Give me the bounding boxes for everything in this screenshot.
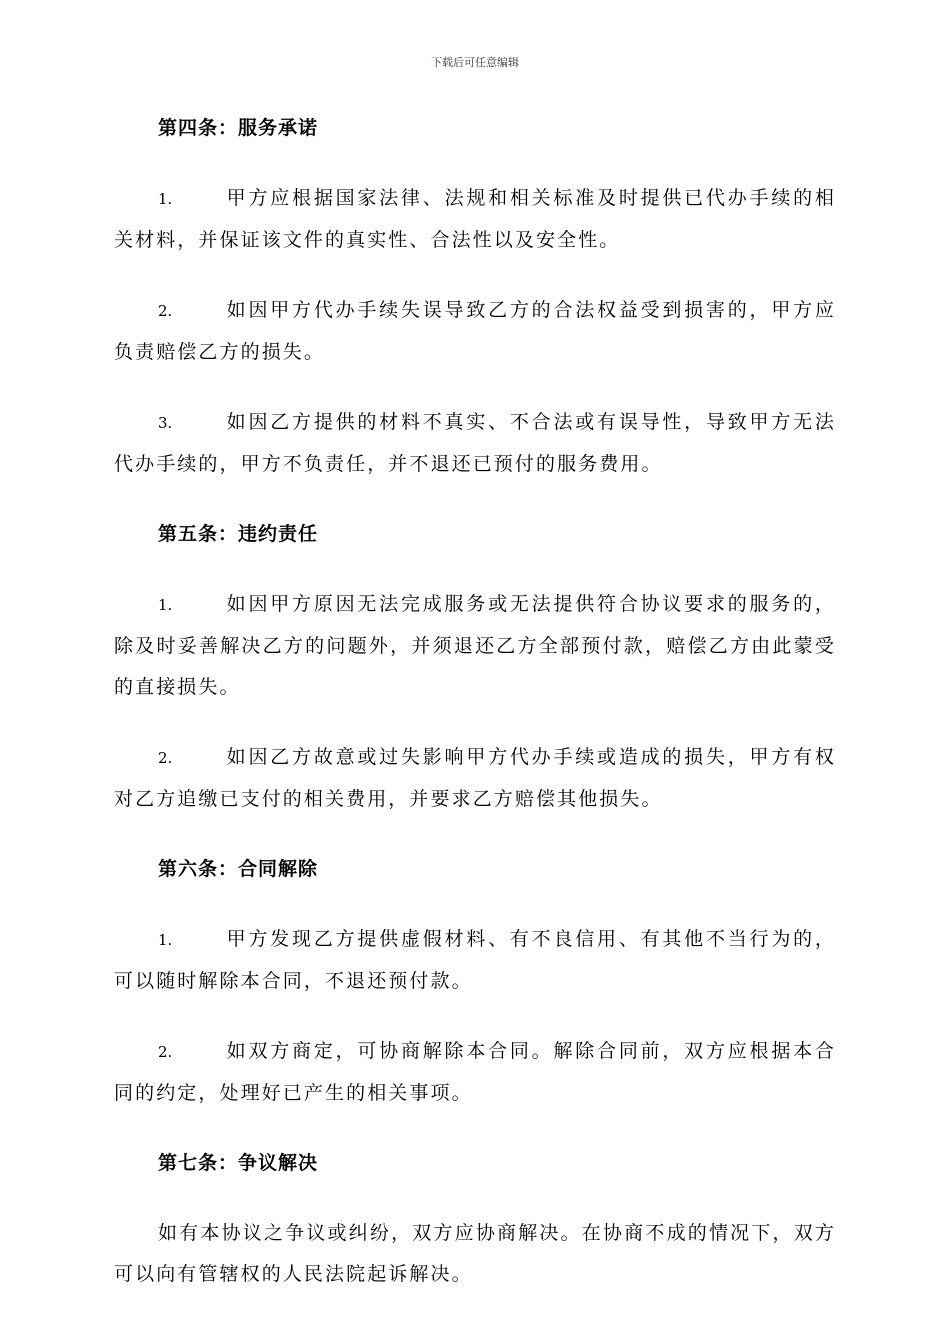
section-heading-7: 第七条：争议解决 (158, 1152, 319, 1174)
page-header: 下载后可任意编辑 (431, 56, 519, 69)
clause-text: 如因乙方提供的材料不真实、不合法或有误导性，导致甲方无法代办手续的，甲方不负责任，并不退还已预付的服务费用。 (114, 411, 836, 475)
clause-text: 如因甲方原因无法完成服务或无法提供符合协议要求的服务的，除及时妥善解决乙方的问题外，并须退还乙方全部预付款，赔偿乙方由此蒙受的直接损失。 (114, 593, 836, 698)
clause-number: 1. (158, 931, 173, 949)
clause-number: 2. (158, 1043, 173, 1061)
clause-text: 如双方商定，可协商解除本合同。解除合同前，双方应根据本合同的约定，处理好已产生的相关事项。 (114, 1040, 836, 1104)
clause-4-1 (114, 178, 836, 261)
clause-4-3 (114, 402, 836, 485)
section-heading-4: 第四条：服务承诺 (158, 117, 319, 139)
clause-number: 2. (158, 749, 173, 767)
clause-text: 如因乙方故意或过失影响甲方代办手续或造成的损失，甲方有权对乙方追缴已支付的相关费用，并要求乙方赔偿其他损失。 (114, 746, 836, 810)
clause-number: 1. (158, 596, 173, 614)
clause-number: 2. (158, 302, 173, 320)
clause-text: 甲方发现乙方提供虚假材料、有不良信用、有其他不当行为的，可以随时解除本合同，不退还预付款。 (114, 928, 836, 992)
clause-6-2 (114, 1031, 836, 1114)
clause-5-1 (114, 584, 836, 708)
clause-text: 如因甲方代办手续失误导致乙方的合法权益受到损害的，甲方应负责赔偿乙方的损失。 (114, 299, 836, 363)
clause-4-2 (114, 290, 836, 373)
clause-text: 甲方应根据国家法律、法规和相关标准及时提供已代办手续的相关材料，并保证该文件的真实性、合法性以及安全性。 (114, 187, 836, 251)
section-heading-5: 第五条：违约责任 (158, 523, 319, 545)
clause-number: 1. (158, 190, 173, 208)
section-7-paragraph: 如有本协议之争议或纠纷，双方应协商解决。在协商不成的情况下，双方可以向有管辖权的人民法院起诉解决。 (114, 1222, 836, 1285)
clause-5-2 (114, 737, 836, 820)
clause-6-1 (114, 919, 836, 1002)
section-heading-6: 第六条：合同解除 (158, 858, 319, 880)
clause-number: 3. (158, 414, 173, 432)
document-body (114, 108, 836, 1324)
